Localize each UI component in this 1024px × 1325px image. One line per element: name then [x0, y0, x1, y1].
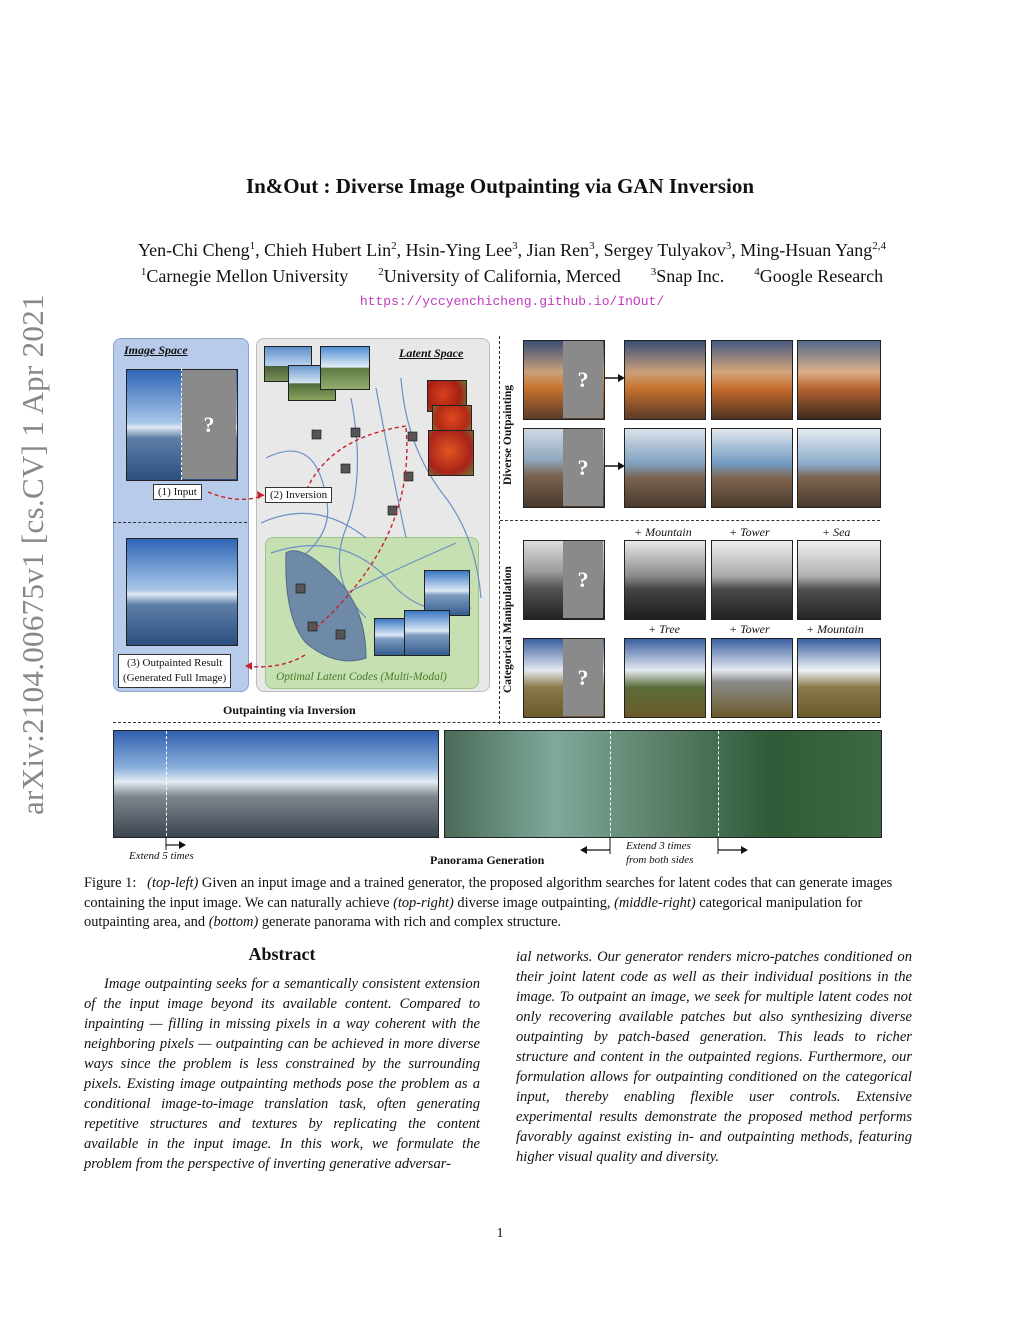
inversion-label: (2) Inversion: [265, 487, 332, 503]
categorical-output: [624, 638, 706, 718]
panorama-divider: [113, 722, 880, 723]
categorical-output: [797, 540, 881, 620]
split-line: [181, 368, 182, 480]
row3-label: + Tower: [729, 525, 770, 539]
flow-arrows: [200, 480, 330, 680]
affiliation: $^4$Google Research: [754, 266, 884, 286]
author-name: Chieh Hubert Lin$^2$: [264, 240, 397, 260]
categorical-output: [711, 638, 793, 718]
author-name: Hsin-Ying Lee$^3$: [405, 240, 518, 260]
input-label: (1) Input: [153, 484, 202, 500]
optimal-codes-label: Optimal Latent Codes (Multi-Modal): [276, 671, 447, 683]
abstract-column-1: Image outpainting seeks for a semantically consistent extension of the input image beyond its available content. Compared to inpainting — filling in missing pixels in a way coherent with the neighboring pixels — outpainting can be achieved in more diverse ways since the problem is less constrained by the surrounding pixels. Existing image outpainting methods pose the problem as a conditional image-to-image translation task, often generating repetitive structures and textures by replicating the content available in the input image. In this work, we formulate the problem from the perspective of inverting generative adversar-: [84, 976, 480, 1172]
author-name: Jian Ren$^3$: [526, 240, 595, 260]
figure-caption: Figure 1: (top-left) Given an input image and a trained generator, the proposed algorithm searches for latent codes that can generate images containing the input image. We can naturally achieve (top-right) diverse image outpainting, (middle-right) categorical manipulation for outpainting area, and (bottom) generate panorama with rich and complex structure.: [84, 875, 893, 930]
diverse-output: [711, 340, 793, 420]
paper-title: In&Out : Diverse Image Outpainting via GAN Inversion: [245, 174, 755, 198]
categorical-output: [711, 540, 793, 620]
outpainting-via-inversion-label: Outpainting via Inversion: [223, 703, 356, 717]
diverse-output: [624, 340, 706, 420]
categorical-output: [624, 540, 706, 620]
unknown-region: ?: [563, 429, 603, 506]
extend-5-label: Extend 5 times: [129, 850, 194, 862]
image-space-label: Image Space: [124, 343, 188, 357]
latent-sample-image: [404, 610, 450, 656]
latent-sample-image: [428, 430, 474, 476]
page-number: 1: [496, 1226, 504, 1241]
row4-label: + Tower: [729, 622, 770, 636]
diverse-output: [797, 428, 881, 508]
unknown-region: ?: [563, 541, 603, 618]
diverse-output: [711, 428, 793, 508]
author-name: Sergey Tulyakov$^3$: [603, 240, 732, 260]
panorama-split: [166, 731, 167, 836]
project-url[interactable]: https://yccyenchicheng.github.io/InOut/: [359, 294, 665, 309]
abstract-heading: Abstract: [248, 944, 316, 964]
panorama-split: [610, 731, 611, 836]
row3-label: + Mountain: [634, 525, 692, 539]
abstract-column-2: ial networks. Our generator renders micro-patches conditioned on their joint latent code as well as their individual positions in the image. To outpaint an image, we seek for multiple latent codes not only recovering available patches but also synthesizing diverse outpainting by patch-based generation. This leads to richer structure and content in the outpainted regions. Furthermore, our formulation allows for outpainting conditioned on the categorical input, thereby enabling flexible user controls. Extensive experimental results demonstrate the proposed method performs favorably against existing in- and outpainting methods, featuring higher visual quality and diversity.: [516, 949, 912, 1165]
unknown-region: ?: [563, 639, 603, 716]
panorama-lake: [444, 730, 882, 838]
diverse-outpainting-label: Diverse Outpainting: [502, 385, 514, 485]
row-arrows: [603, 370, 627, 480]
result-label: (3) Outpainted Result (Generated Full Image): [118, 654, 231, 688]
author-name: Ming-Hsuan Yang$^{2,4}$: [740, 240, 887, 260]
panorama-mountains: [113, 730, 439, 838]
panorama-split: [718, 731, 719, 836]
affiliation: $^2$University of California, Merced: [378, 266, 621, 286]
panorama-label: Panorama Generation: [430, 853, 545, 867]
extend-3-label: Extend 3 times from both sides: [626, 840, 694, 866]
horizontal-divider: [500, 520, 880, 521]
author-name: Yen-Chi Cheng$^1$: [137, 240, 256, 260]
diverse-output: [624, 428, 706, 508]
vertical-divider: [499, 336, 500, 724]
affiliation: $^1$Carnegie Mellon University: [140, 266, 349, 286]
categorical-output: [797, 638, 881, 718]
categorical-manipulation-label: Categorical Manipulation: [502, 566, 514, 693]
author-list: Yen-Chi Cheng$^1$, Chieh Hubert Lin$^2$, Hsin-Ying Lee$^3$, Jian Ren$^3$, Sergey Tulyakov$^3$, Ming-Hsuan Yang$^{2,4}$: [137, 240, 887, 260]
row4-label: + Mountain: [806, 622, 864, 636]
unknown-region: ?: [182, 370, 236, 479]
arxiv-identifier: arXiv:2104.00675v1 [cs.CV] 1 Apr 2021: [15, 294, 50, 815]
diverse-output: [797, 340, 881, 420]
unknown-region: ?: [563, 341, 603, 418]
latent-space-label: Latent Space: [399, 346, 464, 360]
affiliation: $^3$Snap Inc.: [650, 266, 725, 286]
row4-label: + Tree: [648, 622, 680, 636]
row3-label: + Sea: [822, 525, 851, 539]
latent-sample-image: [320, 346, 370, 390]
